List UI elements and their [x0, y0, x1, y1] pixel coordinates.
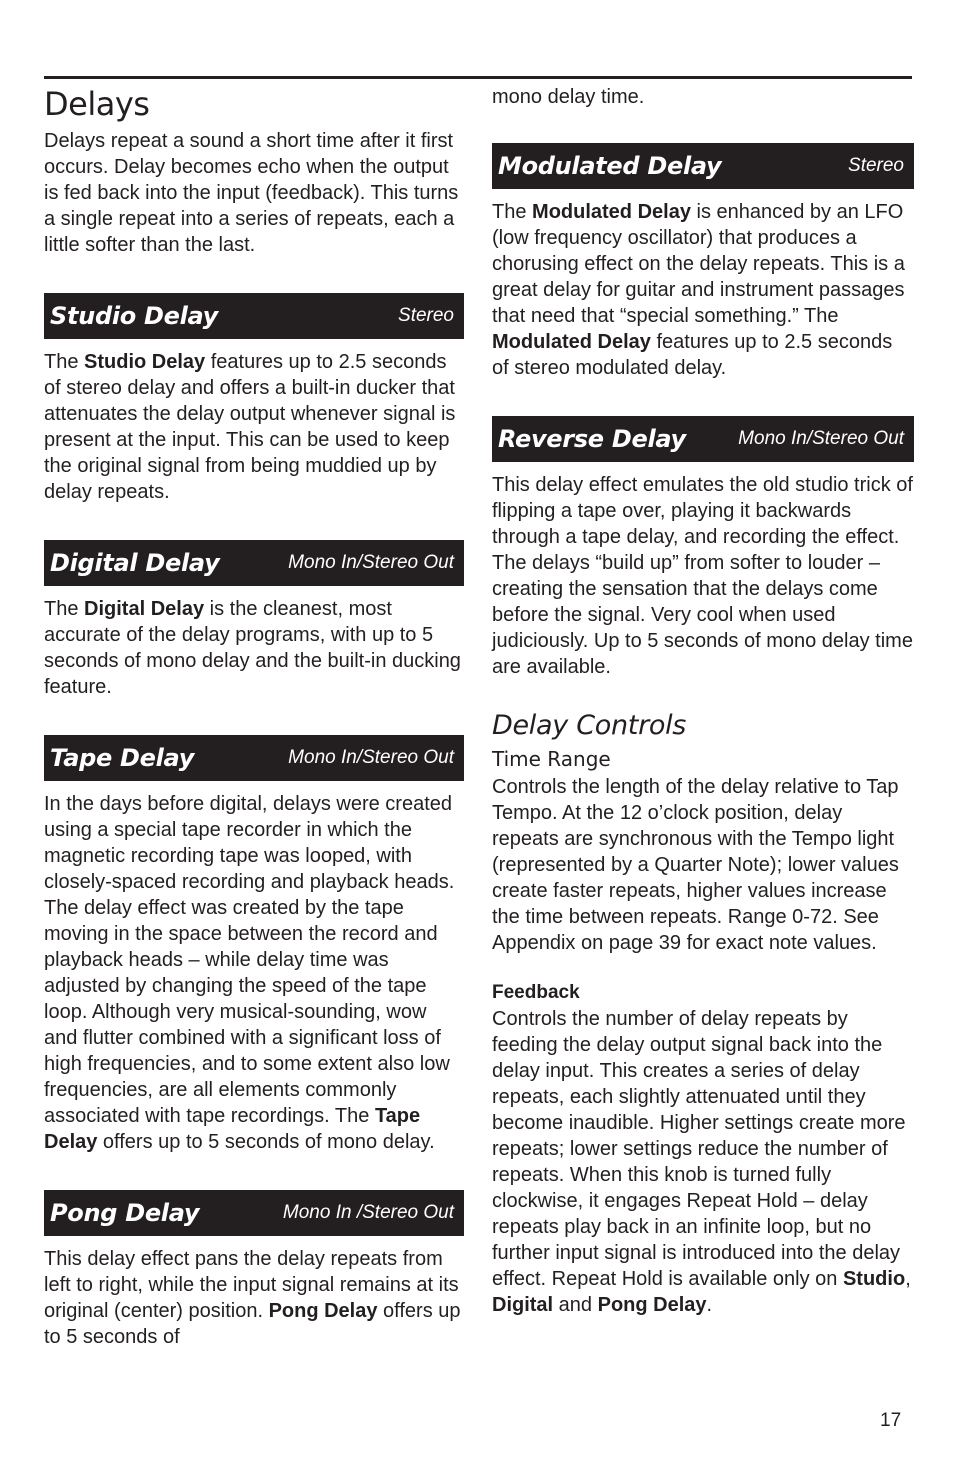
modulated-delay-text: The Modulated Delay is enhanced by an LFO (low frequency oscillator) that produces a chorusing effect on the delay repeats. This is a great delay for guitar and instrument passages that need that “special something.” The Modulated Delay features up to 2.5 seconds of stereo modulated delay.	[492, 201, 905, 379]
time-range-text: Controls the length of the delay relative to Tap Tempo. At the 12 o’clock position, delay repeats are synchronous with the Tempo light (represented by a Quarter Note); lower values create faster repeats, higher values increase the time between repeats. Range 0-72. See Appendix on page 39 for exact note values.	[492, 776, 899, 954]
digital-delay-title: Digital Delay	[50, 549, 220, 577]
pong-delay-title: Pong Delay	[50, 1199, 200, 1227]
digital-delay-text: The Digital Delay is the cleanest, most accurate of the delay programs, with up to 5 seconds of mono delay and the built-in ducking feature.	[44, 598, 461, 698]
digital-delay-tag: Mono In/Stereo Out	[288, 552, 454, 573]
pong-delay-banner	[44, 1190, 464, 1236]
studio-delay-text: The Studio Delay features up to 2.5 seconds of stereo delay and offers a built-in ducker that attenuates the delay output whenever signal is present at the input. This can be used to keep the original signal from being muddied up by delay repeats.	[44, 351, 456, 503]
delay-controls-title: Delay Controls	[492, 710, 687, 741]
tape-delay-title: Tape Delay	[50, 744, 195, 772]
modulated-delay-title: Modulated Delay	[498, 152, 722, 180]
reverse-delay-tag: Mono In/Stereo Out	[738, 428, 904, 449]
tape-delay-tag: Mono In/Stereo Out	[288, 747, 454, 768]
reverse-delay-banner	[492, 416, 914, 462]
feedback-title: Feedback	[492, 982, 580, 1003]
digital-delay-banner	[44, 540, 464, 586]
page-number: 17	[880, 1410, 902, 1431]
modulated-delay-banner	[492, 143, 914, 189]
time-range-title: Time Range	[492, 747, 611, 771]
tape-delay-banner	[44, 735, 464, 781]
pong-delay-text-continued: mono delay time.	[492, 86, 645, 108]
intro-paragraph: Delays repeat a sound a short time after it first occurs. Delay becomes echo when the output is fed back into the input (feedback). This turns a single repeat into a series of repeats, each a little softer than the last.	[44, 130, 459, 256]
studio-delay-tag: Stereo	[398, 305, 454, 326]
left-column	[44, 86, 464, 1350]
feedback-text: Controls the number of delay repeats by feeding the delay output signal back into the delay input. This creates a series of delay repeats, each slightly attenuated until they become inaudible. Higher settings create more repeats; lower settings reduce the number of repeats. When this knob is turned fully clockwise, it engages Repeat Hold – delay repeats play back in an infinite loop, but no further input signal is introduced into the delay effect. Repeat Hold is available only on Studio, Digital and Pong Delay.	[492, 1008, 911, 1316]
pong-delay-tag: Mono In /Stereo Out	[282, 1202, 454, 1223]
modulated-delay-tag: Stereo	[848, 155, 904, 176]
studio-delay-title: Studio Delay	[50, 302, 219, 330]
page-title: Delays	[44, 85, 150, 123]
reverse-delay-text: This delay effect emulates the old studio trick of flipping a tape over, playing it backwards through a tape delay, and recording the effect. The delays “build up” from softer to louder – creating the sensation that the delays come before the signal. Very cool when used judiciously. Up to 5 seconds of mono delay time are available.	[492, 474, 913, 678]
right-column	[492, 84, 914, 1318]
pong-delay-text: This delay effect pans the delay repeats from left to right, while the input signal remains at its original (center) position. Pong Delay offers up to 5 seconds of	[44, 1248, 461, 1348]
tape-delay-text: In the days before digital, delays were created using a special tape recorder in which the magnetic recording tape was looped, with closely-spaced recording and playback heads. The delay effect was created by the tape moving in the space between the record and playback heads – while delay time was adjusted by changing the speed of the tape loop. Although very musical-sounding, wow and flutter combined with a significant loss of high frequencies, and to some extent also low frequencies, are all elements commonly associated with tape recordings. The Tape Delay offers up to 5 seconds of mono delay.	[44, 793, 455, 1153]
top-rule	[44, 76, 912, 79]
reverse-delay-title: Reverse Delay	[498, 425, 686, 453]
studio-delay-banner	[44, 293, 464, 339]
